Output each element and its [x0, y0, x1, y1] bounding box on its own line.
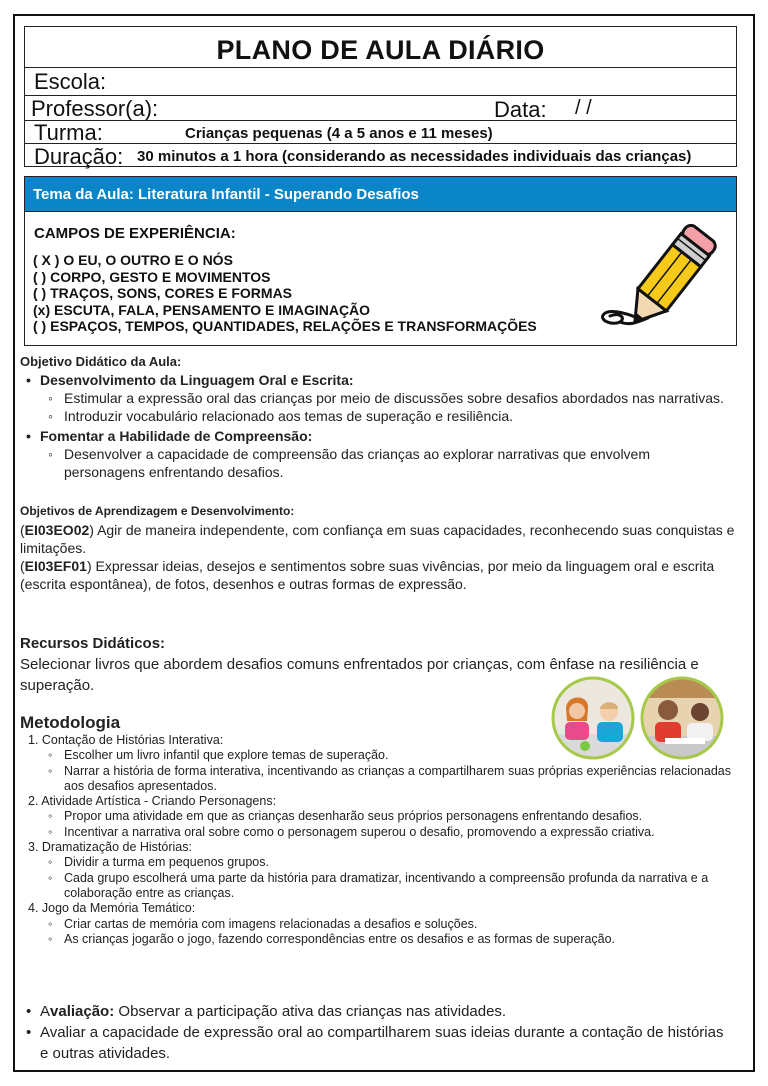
header-divider [25, 67, 736, 68]
avaliacao-item [20, 1001, 748, 1022]
campo-item: ( ) TRAÇOS, SONS, CORES E FORMAS [33, 285, 293, 301]
step-item: ◦ Incentivar a narrativa oral sobre como o personagem superou o desafio, promovendo a expressão criativa. [20, 825, 748, 840]
step-item: ◦ As crianças jogarão o jogo, fazendo correspondências entre os desafios e as formas de superação. [20, 932, 748, 947]
header-divider [25, 120, 736, 121]
turma-label: Turma: [34, 120, 103, 145]
objetivo-item: ◦ Estimular a expressão oral das crianças por meio de discussões sobre desafios abordados nas narrativas. [20, 389, 748, 407]
avaliacao-text: Observar a participação ativa das crianças nas atividades. [114, 1003, 507, 1020]
escola-label: Escola: [34, 69, 107, 94]
objetivo-item: ◦ Introduzir vocabulário relacionado aos temas de superação e resiliência. [20, 407, 748, 425]
bncc-code: EI03EF01 [24, 558, 87, 574]
objetivo-section [20, 353, 748, 481]
objetivo-heading: • Fomentar a Habilidade de Compreensão: [20, 427, 748, 445]
header-divider [25, 143, 736, 144]
step-item: ◦ Criar cartas de memória com imagens relacionadas a desafios e soluções. [20, 917, 748, 932]
objetivo-title: Objetivo Didático da Aula: [20, 354, 182, 369]
avaliacao-label: valiação: [50, 1003, 115, 1020]
step-title: Atividade Artística - Criando Personagens: [41, 794, 277, 809]
campo-item: ( X ) O EU, O OUTRO E O NÓS [33, 252, 233, 268]
recursos-text: Selecionar livros que abordem desafios comuns enfrentados por crianças, com ênfase na resiliência e superação. [20, 656, 699, 694]
metodologia-step: 1. Contação de Histórias Interativa: [28, 733, 224, 747]
step-item: ◦ Narrar a história de forma interativa, incentivando as crianças a compartilharem suas próprias experiências relacionadas aos desafios apresentados. [20, 764, 748, 795]
aprendizagem-item: (EI03EF01) Expressar ideias, desejos e sentimentos sobre suas vivências, por meio da linguagem oral e escrita (escrita espontânea), de fotos, desenhos e outras formas de expressão. [20, 558, 715, 592]
metodologia-title: Metodologia [20, 713, 121, 732]
campos-title: CAMPOS DE EXPERIÊNCIA: [34, 225, 236, 242]
metodologia-step: 2. Atividade Artística - Criando Personagens: [28, 794, 277, 809]
aprendizagem-item: (EI03EO02) Agir de maneira independente, com confiança em suas capacidades, reconhecendo suas conquistas e limitações. [20, 522, 735, 556]
campos-list [33, 252, 537, 335]
professor-label: Professor(a): [31, 96, 159, 121]
aprendizagem-section [20, 502, 748, 593]
step-title: Jogo da Memória Temático: [41, 901, 196, 916]
avaliacao-item: • Avaliar a capacidade de expressão oral ao compartilharem suas ideias durante a contação de histórias e outras atividades. [20, 1022, 748, 1064]
bncc-code: EI03EO02 [24, 522, 90, 538]
avaliacao-section [20, 1001, 748, 1064]
step-title: Contação de Histórias Interativa: [41, 733, 224, 747]
step-item: ◦ Escolher um livro infantil que explore temas de superação. [20, 748, 748, 763]
metodologia-step: 4. Jogo da Memória Temático: [28, 901, 196, 916]
campo-item: ( ) CORPO, GESTO E MOVIMENTOS [33, 268, 271, 285]
bncc-text: Expressar ideias, desejos e sentimentos sobre suas vivências, por meio da linguagem oral e escrita (escrita espontânea), de fotos, desenhos e outras formas de expressão. [20, 558, 715, 592]
data-label: Data: [494, 97, 547, 122]
step-item: ◦ Dividir a turma em pequenos grupos. [20, 855, 748, 870]
turma-value: Crianças pequenas (4 a 5 anos e 11 meses) [185, 125, 493, 142]
bncc-text: Agir de maneira independente, com confiança em suas capacidades, reconhecendo suas conquistas e limitações. [20, 522, 735, 556]
aprendizagem-title: Objetivos de Aprendizagem e Desenvolvimento: [20, 504, 295, 518]
duracao-label: Duração: [34, 144, 124, 169]
step-item: ◦ Propor uma atividade em que as crianças desenharão seus próprios personagens enfrentando desafios. [20, 809, 748, 824]
objetivo-item: ◦ Desenvolver a capacidade de compreensão das crianças ao explorar narrativas que envolvem personagens enfrentando desafios. [20, 445, 748, 481]
campo-item: (x) ESCUTA, FALA, PENSAMENTO E IMAGINAÇÃO [33, 301, 371, 318]
objetivo-heading: • Desenvolvimento da Linguagem Oral e Escrita: [20, 371, 748, 389]
metodologia-section [20, 713, 748, 947]
data-slashes: / / [575, 97, 592, 119]
metodologia-step: 3. Dramatização de Histórias: [28, 840, 192, 855]
step-title: Dramatização de Histórias: [41, 840, 192, 855]
campo-item: ( ) ESPAÇOS, TEMPOS, QUANTIDADES, RELAÇÕES E TRANSFORMAÇÕES [33, 318, 537, 334]
pencil-icon [590, 222, 720, 334]
theme-bar: Tema da Aula: Literatura Infantil - Superando Desafios [24, 176, 737, 212]
avaliacao-label-prefix: A [40, 1003, 51, 1020]
header-box [24, 26, 737, 167]
recursos-title: Recursos Didáticos: [20, 635, 166, 652]
duracao-value: 30 minutos a 1 hora (considerando as necessidades individuais das crianças) [137, 148, 692, 165]
step-item: ◦ Cada grupo escolherá uma parte da história para dramatizar, incentivando a compreensão profunda da narrativa e a colaboração entre as crianças. [20, 871, 748, 902]
page-title: PLANO DE AULA DIÁRIO [216, 35, 545, 65]
